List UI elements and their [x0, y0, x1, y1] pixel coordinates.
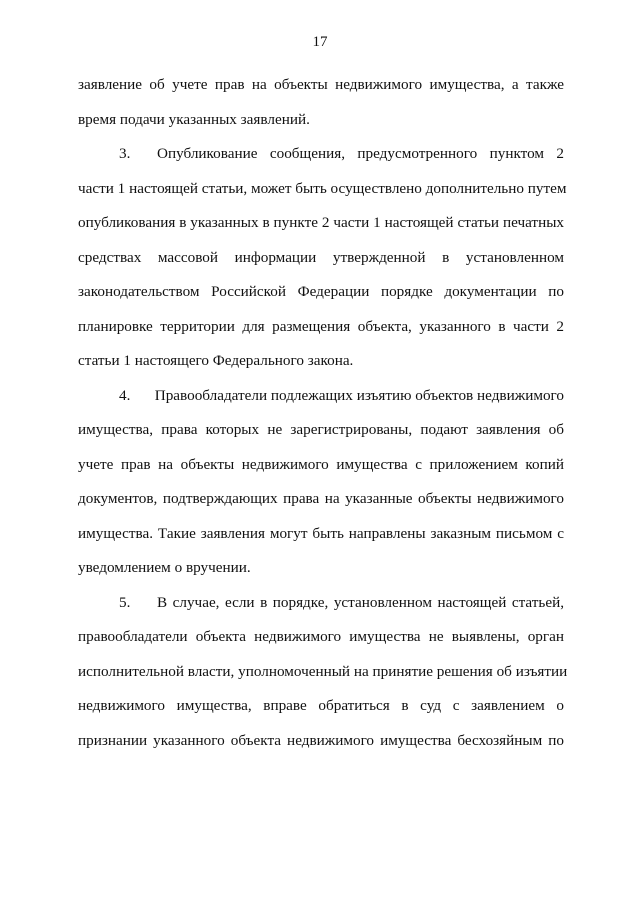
text-line: документов, подтверждающих права на указанные объекты недвижимого	[78, 490, 564, 507]
document-body	[78, 68, 568, 758]
text-line: опубликования в указанных в пункте 2 части 1 настоящей статьи печатных	[78, 214, 564, 231]
text-line: статьи 1 настоящего Федерального закона.	[78, 352, 354, 369]
paragraph-first-line	[78, 586, 564, 621]
text-line: имущества, права которых не зарегистрированы, подают заявления об	[78, 421, 564, 438]
text-line: части 1 настоящей статьи, может быть осуществлено дополнительно путем	[78, 179, 567, 197]
paragraph-4	[78, 379, 564, 586]
text-line: исполнительной власти, уполномоченный на принятие решения об изъятии	[78, 662, 568, 680]
paragraph-5	[78, 586, 568, 759]
paragraph-first-line	[78, 379, 564, 414]
paragraph-3	[78, 137, 567, 379]
text-line: Правообладатели подлежащих изъятию объектов недвижимого	[154, 386, 564, 404]
text-line: заявление об учете прав на объекты недвижимого имущества, а также	[78, 76, 564, 93]
paragraph-number: 5.	[119, 593, 131, 611]
paragraph-number: 4.	[119, 386, 131, 404]
paragraph-continuation	[78, 68, 564, 137]
paragraph-number: 3.	[119, 145, 131, 162]
text-line: имущества. Такие заявления могут быть направлены заказным письмом с	[78, 524, 564, 542]
page-number: 17	[312, 34, 328, 50]
text-line: время подачи указанных заявлений.	[78, 110, 310, 128]
paragraph-first-line	[78, 137, 564, 172]
text-line: В случае, если в порядке, установленном настоящей статьей,	[157, 593, 564, 611]
text-line: учете прав на объекты недвижимого имущества с приложением копий	[78, 455, 564, 473]
text-line: средствах массовой информации утвержденной в установленном	[78, 248, 564, 266]
text-line: Опубликование сообщения, предусмотренного пунктом 2	[157, 145, 564, 162]
text-line: уведомлением о вручении.	[78, 559, 251, 576]
text-line: законодательством Российской Федерации порядке документации по	[78, 283, 564, 300]
text-line: планировке территории для размещения объекта, указанного в части 2	[78, 317, 564, 335]
text-line: признании указанного объекта недвижимого имущества бесхозяйным по	[78, 731, 564, 749]
text-line: недвижимого имущества, вправе обратиться в суд с заявлением о	[78, 697, 564, 714]
text-line: правообладатели объекта недвижимого имущества не выявлены, орган	[78, 628, 564, 645]
